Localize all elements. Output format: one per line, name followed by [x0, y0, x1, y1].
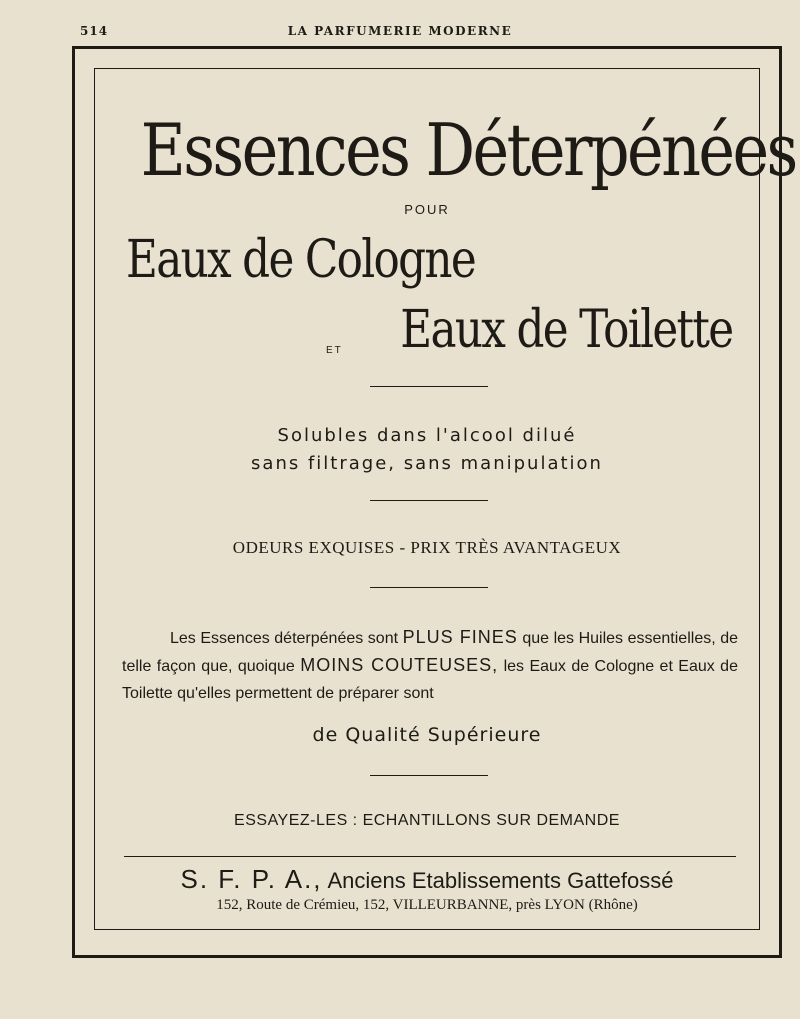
ad-paragraph: [122, 624, 738, 707]
divider-rule: [370, 775, 488, 776]
ad-qualite: de Qualité Supérieure: [312, 724, 542, 746]
paragraph-part: les Eaux de Cologne et Eaux de Toilette qu'elles permettent de préparer sont: [122, 658, 738, 702]
journal-title: LA PARFUMERIE MODERNE: [287, 24, 513, 38]
advertisement-inner-border: [94, 68, 796, 930]
page-number: 514: [80, 24, 109, 38]
divider-rule: [370, 587, 488, 588]
company-rule: [124, 856, 736, 857]
ad-title: Essences Déterpénées: [140, 108, 796, 192]
divider-rule: [370, 386, 488, 387]
divider-rule: [370, 500, 488, 501]
ad-essayez: ESSAYEZ-LES : ECHANTILLONS SUR DEMANDE: [234, 812, 620, 829]
page-header: [0, 24, 800, 42]
company-address: 152, Route de Crémieu, 152, VILLEURBANNE, près LYON (Rhône): [216, 897, 638, 913]
ad-line-toilette: Eaux de Toilette: [399, 300, 732, 360]
ad-pour: POUR: [404, 202, 450, 217]
ad-solubles-line1: Solubles dans l'alcool dilué: [277, 425, 577, 446]
ad-odeurs: ODEURS EXQUISES - PRIX TRÈS AVANTAGEUX: [232, 538, 622, 557]
company-full-name: Anciens Etablissements Gattefossé: [327, 868, 674, 893]
company-initials: S. F. P. A.,: [180, 864, 323, 894]
ad-line-cologne: Eaux de Cologne: [126, 230, 476, 290]
company-name: [94, 864, 760, 895]
paragraph-highlight: PLUS FINES: [402, 627, 518, 647]
ad-et: ET: [326, 345, 343, 356]
paragraph-part: Les Essences déterpénées sont: [170, 630, 399, 647]
ad-solubles-line2: sans filtrage, sans manipulation: [251, 453, 603, 474]
paragraph-part: que les Huiles essentielles, de telle façon que, quoique: [122, 630, 739, 675]
paragraph-highlight: MOINS COUTEUSES,: [300, 655, 499, 675]
